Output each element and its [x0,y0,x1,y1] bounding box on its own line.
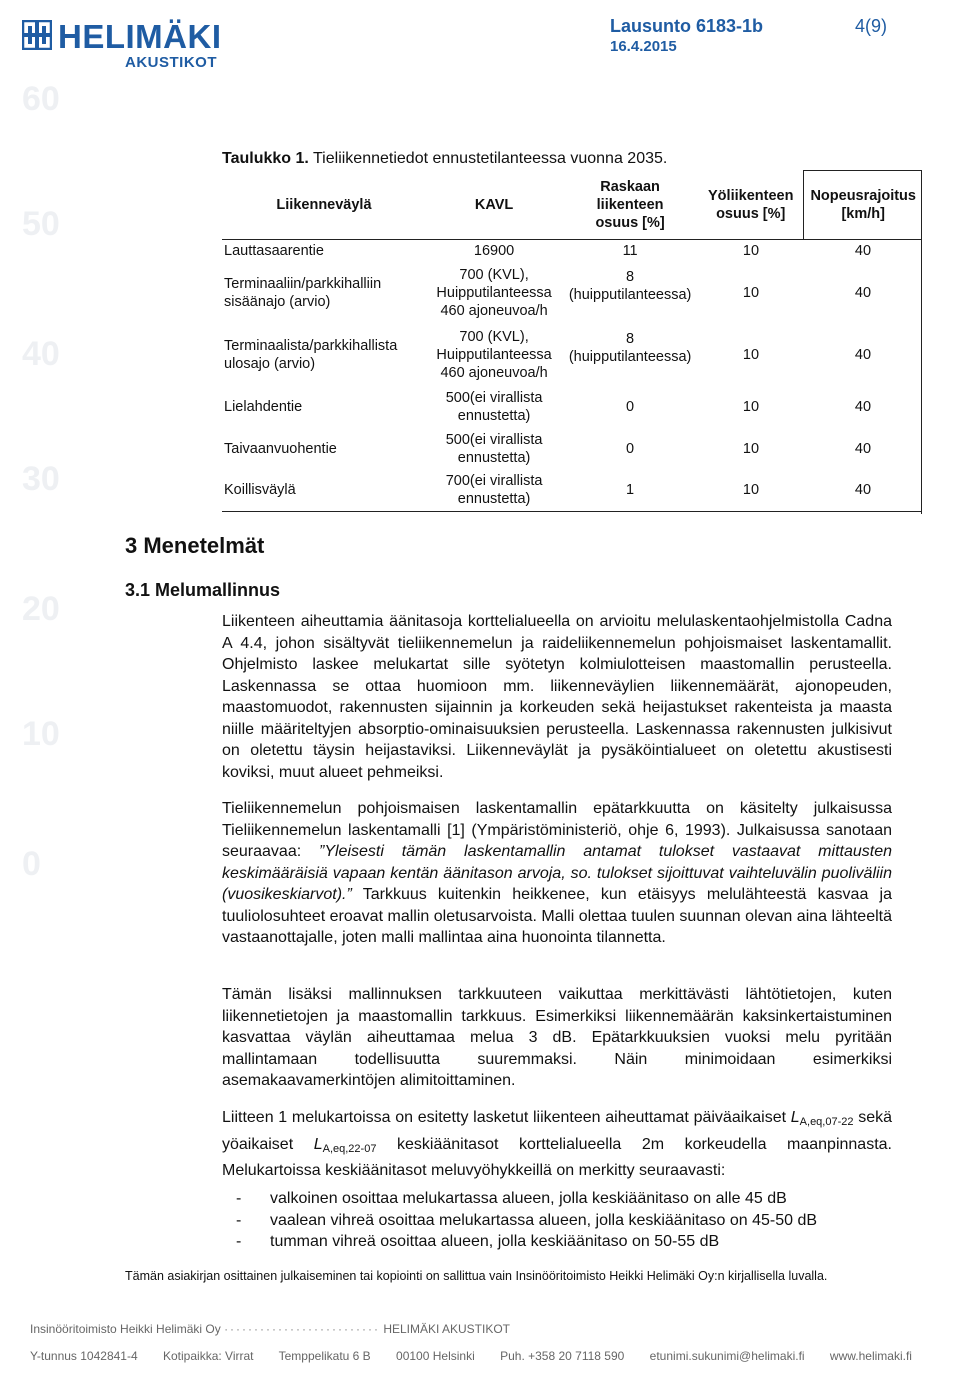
cell-heavy: 0 [626,398,635,415]
table-caption [222,150,667,168]
noise-maps-text-a: Liitteen 1 melukartoissa on esitetty lasketut liikenteen aiheuttamat päiväaikaiset [222,1109,791,1126]
cell-kavl: 700 (KVL), Huipputilanteessa 460 ajoneuvoa/h [436,266,552,319]
footer-dots: ·························· [224,1322,380,1336]
cell-kavl: 700(ei virallista ennustetta) [426,470,562,512]
cell-road: Taivaanvuohentie [224,440,337,457]
copyright-notice: Tämän asiakirjan osittainen julkaiseminen tai kopiointi on sallittua vain Insinööritoimisto Heikki Helimäki Oy:n kirjallisella luvalla. [125,1269,828,1283]
cell-speed: 40 [804,470,922,512]
document-date: 16.4.2015 [610,38,677,55]
cell-heavy: 8 (huipputilanteessa) [568,330,692,365]
page-number: 4(9) [855,16,888,36]
paragraph-accuracy [222,798,892,949]
cell-road: Terminaaliin/parkkihalliin sisäänajo (arvio) [224,275,382,310]
watermark-number: 0 [22,845,41,883]
list-item [222,1210,892,1232]
company-logo [22,18,222,74]
caption-label: Taulukko 1. [222,150,309,167]
cell-speed: 40 [854,346,872,363]
footer-company: Insinööritoimisto Heikki Helimäki Oy [30,1322,221,1336]
watermark-number: 60 [22,80,60,118]
cell-heavy: 1 [562,470,698,512]
header-night: Yöliikenteen osuus [%] [698,171,804,240]
logo-subtitle: AKUSTIKOT [125,54,217,71]
subsection-heading: 3.1 Melumallinnus [125,580,281,600]
symbol-l-day: L [790,1109,800,1126]
header-speed: Nopeusrajoitus [km/h] [804,171,922,240]
list-item [222,1231,892,1253]
footer-contact-line [30,1349,930,1363]
cell-speed: 40 [854,398,872,415]
subscript-day: A,eq,07-22 [799,1116,854,1128]
table-row [222,428,922,470]
traffic-table [222,170,922,512]
cell-night: 10 [742,284,760,301]
watermark-number: 50 [22,205,60,243]
table-row [222,262,922,324]
caption-text: Tieliikennetiedot ennustetilanteessa vuonna 2035. [308,150,668,167]
footer-ytunnus: Y-tunnus 1042841-4 [30,1349,138,1363]
list-item-text: valkoinen osoittaa melukartassa alueen, jolla keskiäänitaso on alle 45 dB [270,1190,787,1207]
bullet-dash: - [236,1233,242,1250]
watermark-number: 30 [22,460,60,498]
cell-speed: 40 [854,242,872,259]
table-row [222,239,922,262]
paragraph-method: Liikenteen aiheuttamia äänitasoja korttelialueella on arvioitu melulaskentaohjelmistolla Cadna A 4.4, johon sisältyvät tieliikennemelun ja raideliikennemelun pohjoismaiset laskentamallit. Ohjelmisto laskee melukartat sille syötetyn kolmiulotteisen maastomallin perusteella. Laskennassa se ottaa huomioon mm. liikenneväylien liikennemäärät, ajonopeuden, maastomuodot, rakennusten sijainnin ja korkeuden sekä heijastukset rakenteista ja maasta niille määriteltyjen absorptio-ominaisuuksien perusteella. Laskennassa rakennusten julkisivut on oletettu täysin heijastaviksi. Liikenneväylät ja pysäköintialueet on oletettu akustisesti koviksi, muut alueet pehmeiksi. [222,613,892,781]
helimaki-logo-icon [22,20,52,50]
bullet-dash: - [236,1211,242,1229]
watermark-number: 40 [22,335,60,373]
cell-kavl: 16900 [473,242,515,259]
table-row [222,386,922,428]
paragraph-accuracy-end: Tarkkuus kuitenkin heikkenee, kun etäisyys melulähteestä kasvaa ja tuuliolosuhteet eroavat mallin oletusarvoista. Malli olettaa tuulen suunnan olevan aina lähteeltä vastaanottajalle, joten malli mallintaa aina huonointa tilannetta. [222,886,892,946]
list-item-text: tumman vihreä osoittaa alueen, jolla keskiäänitaso on 50-55 dB [270,1233,720,1250]
footer-city: 00100 Helsinki [396,1349,475,1363]
cell-road: Koillisväylä [222,470,426,512]
bullet-dash: - [236,1190,242,1207]
table-header-row [222,171,922,240]
noise-maps-text-c: keskiäänitasot korttelialueella 2m korkeudella maanpinnasta. Melukartoissa keskiäänitasot meluvyöhykkeillä on merkitty seuraavasti: [222,1135,892,1179]
header-kavl: KAVL [426,171,562,240]
symbol-l-night: L [313,1135,323,1153]
cell-road: Terminaalista/parkkihallista ulosajo (arvio) [224,337,398,372]
paragraph-accuracy-start: Tieliikennemelun pohjoismaisen laskentamallin epätarkkuutta on käsitelty julkaisussa Tieliikennemelun laskentamalli [1] (Ympäristöministeriö, ohje 6, 1993). Julkaisussa sanotaan seuraavaa: [222,800,892,860]
document-title: Lausunto 6183-1b [610,16,764,36]
subscript-night: A,eq,22-07 [322,1142,377,1155]
cell-speed: 40 [854,284,872,301]
footer-address: Temppelikatu 6 B [278,1349,371,1363]
footer-web-link[interactable]: www.helimaki.fi [829,1349,912,1363]
watermark-number: 10 [22,715,60,753]
cell-night: 10 [742,346,760,363]
footer-email-link[interactable]: etunimi.sukunimi@helimaki.fi [649,1349,805,1363]
section-heading: 3 Menetelmät [125,533,265,558]
list-item [222,1188,892,1210]
footer-brand: HELIMÄKI AKUSTIKOT [383,1322,511,1336]
watermark-number: 20 [22,590,60,628]
noise-maps-text-b: sekä yöaikaiset [222,1109,892,1153]
footer-kotipaikka: Kotipaikka: Virrat [163,1349,254,1363]
paragraph-noise-maps [222,1107,892,1182]
logo-text: HELIMÄKI [58,18,222,55]
cell-night: 10 [742,398,760,415]
cell-heavy: 11 [622,242,638,259]
paragraph-accuracy-quote: ”Yleisesti tämän laskentamallin antamat tulokset vastaavat mittausten keskimääräisiä vapaan kentän äänitason arvoja, so. tulokset sijoittuvat vaihteluvälin puoliväliin (vuosikeskiarvot).” [222,843,892,903]
cell-road: Lauttasaarentie [224,242,324,259]
footer-company-line [30,1322,510,1336]
cell-night: 10 [742,242,760,259]
header-road: Liikenneväylä [222,171,426,240]
header-heavy: Raskaan liikenteen osuus [%] [562,171,698,240]
table-row [222,470,922,512]
cell-kavl: 500(ei virallista ennustetta) [445,431,543,466]
paragraph-input-data: Tämän lisäksi mallinnuksen tarkkuuteen vaikuttaa merkittävästi lähtötietojen, kuten liikennetietojen ja maastomallin tarkkuus. Esimerkiksi liikennemäärän kaksinkertaistuminen kasvattaa väylän aiheuttamaa melua 3 dB. Epätarkkuuksien vuoksi melu pyritään mallintamaan todellisuutta suuremmaksi. Näin minimoidaan esimerkiksi asemakaavamerkintöjen alimitoittaminen. [222,986,892,1089]
cell-night: 10 [698,470,804,512]
cell-road: Lielahdentie [224,398,303,415]
list-item-text: vaalean vihreä osoittaa melukartassa alueen, jolla keskiäänitaso on 45-50 dB [270,1211,818,1229]
cell-heavy: 0 [626,440,635,457]
cell-night: 10 [742,440,760,457]
footer-phone: Puh. +358 20 7118 590 [500,1349,625,1363]
cell-speed: 40 [854,440,872,457]
table-row [222,324,922,386]
cell-heavy: 8 (huipputilanteessa) [568,268,692,303]
noise-zone-list [222,1188,892,1253]
cell-kavl: 700 (KVL), Huipputilanteessa 460 ajoneuvoa/h [436,328,552,381]
page-header [0,0,960,90]
cell-kavl: 500(ei virallista ennustetta) [445,389,543,424]
